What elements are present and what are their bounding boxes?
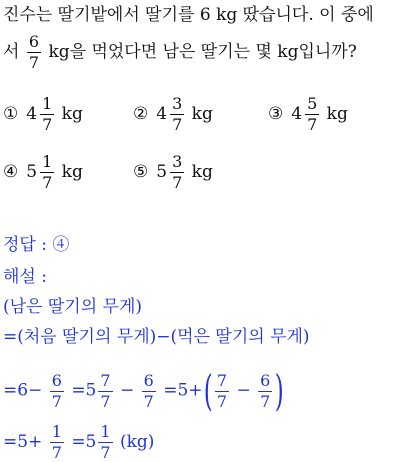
explanation-label: 해설 : — [3, 267, 47, 287]
question-prefix: 서 — [3, 42, 20, 62]
choice-3[interactable]: ③ 4 $\frac{5}{7}$ kg — [268, 94, 348, 134]
choice-1[interactable]: ① 4 $\frac{1}{7}$ kg — [3, 94, 83, 134]
choice-4[interactable]: ④ 5 $\frac{1}{7}$ kg — [3, 152, 83, 192]
question-fraction: $\frac{6}{7}$ — [28, 32, 40, 72]
question-line-1: 진수는 딸기밭에서 딸기를 6 kg 땄습니다. 이 중에 — [3, 5, 374, 25]
answer-label: 정답 : ④ — [3, 235, 70, 255]
choice-5[interactable]: ⑤ 5 $\frac{3}{7}$ kg — [133, 152, 213, 192]
calculation-line-2: =5+ $\frac{1}{7}$ =5 $\frac{1}{7}$ (kg) — [3, 422, 155, 462]
explanation-line-1: (남은 딸기의 무게) — [3, 297, 143, 317]
question-suffix: kg을 먹었다면 남은 딸기는 몇 kg입니까? — [48, 42, 357, 62]
calculation-line-1: =6− $\frac{6}{7}$ =5 $\frac{7}{7}$ − $\frac{6}{7}$ =5+( $\frac{7}{7}$ − $\frac{6}{7}$ ) — [3, 366, 285, 415]
choice-2[interactable]: ② 4 $\frac{3}{7}$ kg — [133, 94, 213, 134]
right-paren: ) — [275, 366, 285, 415]
question-line-2 — [3, 34, 357, 71]
explanation-line-2: =(처음 딸기의 무게)−(먹은 딸기의 무게) — [3, 327, 310, 347]
left-paren: ( — [203, 366, 213, 415]
